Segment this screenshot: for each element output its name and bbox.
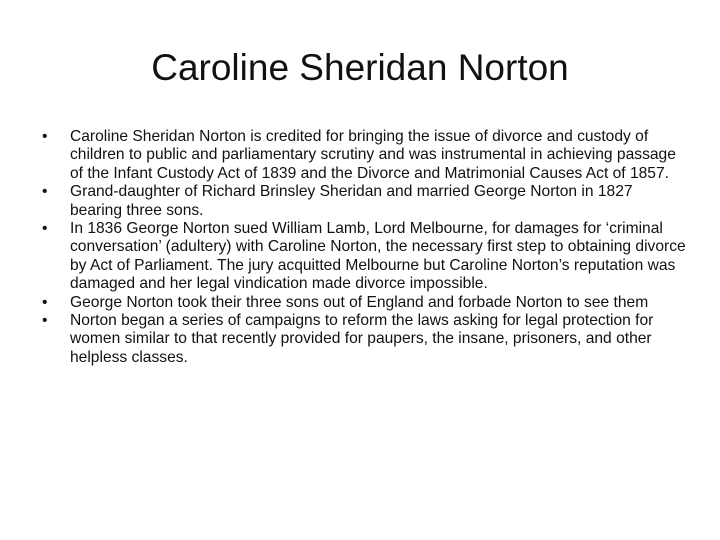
bullet-text: Grand-daughter of Richard Brinsley Sheridan and married George Norton in 1827 bearing three sons. [70, 183, 633, 219]
bullet-marker: • [42, 312, 48, 330]
bullet-item [42, 312, 687, 367]
bullet-marker: • [42, 128, 48, 145]
slide-title: Caroline Sheridan Norton [151, 47, 569, 88]
bullet-item [42, 220, 687, 294]
bullet-text: George Norton took their three sons out of England and forbade Norton to see them [70, 293, 649, 311]
bullet-item [42, 128, 687, 183]
bullet-text: Norton began a series of campaigns to reform the laws asking for legal protection for women similar to that recently provided for paupers, the insane, prisoners, and other helpless classes. [70, 312, 654, 366]
bullet-marker: • [42, 293, 48, 311]
bullet-marker: • [42, 183, 48, 201]
bullet-item [42, 294, 687, 312]
bullet-marker: • [42, 220, 48, 238]
bullet-list [42, 128, 687, 367]
bullet-item [42, 183, 687, 220]
bullet-text: In 1836 George Norton sued William Lamb, Lord Melbourne, for damages for ‘criminal conversation’ (adultery) with Caroline Norton, the necessary first step to obtaining divorce by Act of Parliament. The jury acquitted Melbourne but Caroline Norton’s reputation was damaged and her legal vindication made divorce impossible. [70, 220, 686, 293]
bullet-text: Caroline Sheridan Norton is credited for bringing the issue of divorce and custody of children to public and parliamentary scrutiny and was instrumental in achieving passage of the Infant Custody Act of 1839 and the Divorce and Matrimonial Causes Act of 1857. [70, 128, 676, 182]
